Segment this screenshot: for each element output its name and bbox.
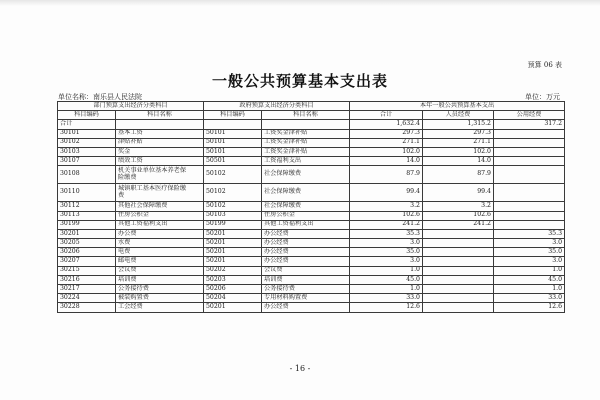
gov-code-cell: 50203 <box>204 275 262 284</box>
gov-name-cell: 会议费 <box>262 266 350 275</box>
gov-name-cell: 办公经费 <box>262 257 350 266</box>
gov-code-cell: 50101 <box>204 129 262 138</box>
public-cell: 12.6 <box>494 303 565 312</box>
table-row <box>58 294 565 303</box>
dept-name-line: 险缴费 <box>118 173 137 181</box>
budget-table-body <box>58 120 565 312</box>
dept-name-cell: 办公费 <box>116 229 204 238</box>
table-row <box>58 147 565 156</box>
table-row <box>58 275 565 284</box>
public-cell <box>494 129 565 138</box>
dept-name-cell: 其他社会保障缴费 <box>116 202 204 211</box>
table-row <box>58 303 565 312</box>
gov-code-cell: 50199 <box>204 220 262 229</box>
personnel-cell: 14.0 <box>423 157 494 166</box>
dept-name-cell: 被装购置费 <box>116 294 204 303</box>
empty-cell <box>116 120 204 129</box>
gov-name-cell: 工资奖金津补贴 <box>262 138 350 147</box>
public-cell: 1.0 <box>494 266 565 275</box>
public-cell <box>494 166 565 184</box>
personnel-cell <box>423 285 494 294</box>
gov-code-cell: 50103 <box>204 211 262 220</box>
gov-code-cell: 50201 <box>204 303 262 312</box>
total-row-label: 合计 <box>58 120 116 129</box>
total-cell: 241.2 <box>350 220 423 229</box>
total-row <box>58 120 565 129</box>
public-cell <box>494 147 565 156</box>
gov-name-cell: 社会保障缴费 <box>262 166 350 184</box>
total-cell: 33.0 <box>350 294 423 303</box>
table-row <box>58 157 565 166</box>
dept-name-line: 城镇职工基本医疗保险缴 <box>118 185 187 192</box>
dept-name-cell: 培训费 <box>116 275 204 284</box>
dept-name-cell: 绩效工资 <box>116 157 204 166</box>
current-group-header: 本年一般公共预算基本支出 <box>350 102 565 111</box>
personnel-cell: 297.3 <box>423 129 494 138</box>
dept-code-cell: 30108 <box>58 166 116 184</box>
personnel-cell <box>423 266 494 275</box>
dept-code-cell: 30207 <box>58 257 116 266</box>
dept-name-cell: 住房公积金 <box>116 211 204 220</box>
table-row <box>58 211 565 220</box>
gov-code-cell: 50101 <box>204 147 262 156</box>
dept-code-cell: 30199 <box>58 220 116 229</box>
gov-code-cell: 50204 <box>204 294 262 303</box>
group-header-row <box>58 102 565 111</box>
table-row <box>58 266 565 275</box>
public-header: 公用经费 <box>494 111 565 120</box>
gov-code-cell: 50201 <box>204 257 262 266</box>
public-cell <box>494 220 565 229</box>
gov-code-cell: 50101 <box>204 138 262 147</box>
dept-name-cell <box>116 166 204 184</box>
dept-name-cell: 邮电费 <box>116 257 204 266</box>
gov-group-header: 政府预算支出经济分类科目 <box>204 102 350 111</box>
public-cell <box>494 138 565 147</box>
total-cell: 3.0 <box>350 257 423 266</box>
dept-name-cell: 电费 <box>116 248 204 257</box>
personnel-cell <box>423 239 494 248</box>
gov-code-cell: 50102 <box>204 166 262 184</box>
dept-group-header: 部门预算支出经济分类科目 <box>58 102 204 111</box>
personnel-cell: 87.9 <box>423 166 494 184</box>
table-row <box>58 248 565 257</box>
empty-cell <box>262 120 350 129</box>
dept-code-cell: 30113 <box>58 211 116 220</box>
public-cell: 3.0 <box>494 257 565 266</box>
gov-name-header: 科目名称 <box>262 111 350 120</box>
dept-name-line: 机关事业单位基本养老保 <box>118 167 187 174</box>
gov-name-cell: 办公经费 <box>262 229 350 238</box>
total-cell: 45.0 <box>350 275 423 284</box>
gov-name-cell: 工资奖金津补贴 <box>262 129 350 138</box>
total-cell: 271.1 <box>350 138 423 147</box>
total-cell: 35.0 <box>350 248 423 257</box>
personnel-cell: 99.4 <box>423 184 494 202</box>
unit-name: 单位名称：南乐县人民法院 <box>58 93 142 101</box>
personnel-cell: 241.2 <box>423 220 494 229</box>
sub-header-row <box>58 111 565 120</box>
table-row <box>58 202 565 211</box>
dept-code-cell: 30103 <box>58 147 116 156</box>
dept-code-cell: 30224 <box>58 294 116 303</box>
table-row <box>58 220 565 229</box>
public-cell: 3.0 <box>494 239 565 248</box>
personnel-header: 人员经费 <box>423 111 494 120</box>
personnel-cell <box>423 294 494 303</box>
dept-name-cell: 会议费 <box>116 266 204 275</box>
dept-name-line: 费 <box>118 191 125 199</box>
personnel-cell <box>423 248 494 257</box>
personnel-cell <box>423 275 494 284</box>
dept-name-cell: 津贴补贴 <box>116 138 204 147</box>
dept-name-cell: 其他工资福利支出 <box>116 220 204 229</box>
dept-name-header: 科目名称 <box>116 111 204 120</box>
table-row <box>58 239 565 248</box>
total-cell: 1.0 <box>350 285 423 294</box>
personnel-cell <box>423 303 494 312</box>
personnel-cell <box>423 257 494 266</box>
public-cell <box>494 202 565 211</box>
gov-name-cell: 公务接待费 <box>262 285 350 294</box>
gov-code-cell: 50201 <box>204 248 262 257</box>
gov-code-cell: 50206 <box>204 285 262 294</box>
total-cell: 3.2 <box>350 202 423 211</box>
dept-code-cell: 30205 <box>58 239 116 248</box>
public-cell <box>494 157 565 166</box>
total-cell: 102.6 <box>350 211 423 220</box>
total-row-total: 1,632.4 <box>350 120 423 129</box>
table-row <box>58 285 565 294</box>
gov-name-cell: 住房公积金 <box>262 211 350 220</box>
document-title: 一般公共预算基本支出表 <box>211 72 388 90</box>
public-cell: 35.3 <box>494 229 565 238</box>
dept-code-cell: 30110 <box>58 184 116 202</box>
dept-name-cell <box>116 184 204 202</box>
gov-name-cell: 专用材料购置费 <box>262 294 350 303</box>
table-row <box>58 166 565 184</box>
dept-name-cell: 工会经费 <box>116 303 204 312</box>
dept-code-header: 科目编码 <box>58 111 116 120</box>
total-cell: 297.3 <box>350 129 423 138</box>
dept-code-cell: 30201 <box>58 229 116 238</box>
gov-name-cell: 其他工资福利支出 <box>262 220 350 229</box>
gov-name-cell: 社会保障缴费 <box>262 184 350 202</box>
table-row <box>58 129 565 138</box>
personnel-cell: 102.6 <box>423 211 494 220</box>
budget-table <box>57 101 565 313</box>
public-cell <box>494 211 565 220</box>
gov-name-cell: 办公经费 <box>262 248 350 257</box>
dept-name-cell: 公务接待费 <box>116 285 204 294</box>
empty-cell <box>204 120 262 129</box>
gov-name-cell: 办公经费 <box>262 239 350 248</box>
total-row-public: 317.2 <box>494 120 565 129</box>
personnel-cell: 3.2 <box>423 202 494 211</box>
gov-code-cell: 50201 <box>204 229 262 238</box>
total-cell: 1.0 <box>350 266 423 275</box>
total-row-personnel: 1,315.2 <box>423 120 494 129</box>
total-cell: 14.0 <box>350 157 423 166</box>
table-row <box>58 184 565 202</box>
gov-code-cell: 50501 <box>204 157 262 166</box>
table-row <box>58 229 565 238</box>
dept-code-cell: 30107 <box>58 157 116 166</box>
total-cell: 102.0 <box>350 147 423 156</box>
page-number: - 16 - <box>289 364 311 373</box>
dept-code-cell: 30206 <box>58 248 116 257</box>
gov-code-cell: 50102 <box>204 202 262 211</box>
gov-code-cell: 50202 <box>204 266 262 275</box>
gov-code-header: 科目编码 <box>204 111 262 120</box>
public-cell <box>494 184 565 202</box>
table-row <box>58 257 565 266</box>
table-row <box>58 138 565 147</box>
dept-name-cell: 水费 <box>116 239 204 248</box>
gov-code-cell: 50201 <box>204 239 262 248</box>
gov-code-cell: 50102 <box>204 184 262 202</box>
public-cell: 45.0 <box>494 275 565 284</box>
gov-name-cell: 工资奖金津补贴 <box>262 147 350 156</box>
unit-measure: 单位：万元 <box>525 93 560 101</box>
total-header: 合计 <box>350 111 423 120</box>
dept-name-cell: 基本工资 <box>116 129 204 138</box>
personnel-cell: 271.1 <box>423 138 494 147</box>
gov-name-cell: 社会保障缴费 <box>262 202 350 211</box>
public-cell: 1.0 <box>494 285 565 294</box>
dept-code-cell: 30102 <box>58 138 116 147</box>
dept-code-cell: 30216 <box>58 275 116 284</box>
scan-shadow <box>0 0 600 6</box>
gov-name-cell: 工资福利支出 <box>262 157 350 166</box>
public-cell: 33.0 <box>494 294 565 303</box>
total-cell: 3.0 <box>350 239 423 248</box>
total-cell: 35.3 <box>350 229 423 238</box>
personnel-cell <box>423 229 494 238</box>
personnel-cell: 102.0 <box>423 147 494 156</box>
dept-code-cell: 30215 <box>58 266 116 275</box>
public-cell: 35.0 <box>494 248 565 257</box>
gov-name-cell: 办公经费 <box>262 303 350 312</box>
dept-code-cell: 30228 <box>58 303 116 312</box>
dept-code-cell: 30217 <box>58 285 116 294</box>
total-cell: 99.4 <box>350 184 423 202</box>
dept-code-cell: 30101 <box>58 129 116 138</box>
table-number: 预算 06 表 <box>527 61 562 69</box>
gov-name-cell: 培训费 <box>262 275 350 284</box>
dept-code-cell: 30112 <box>58 202 116 211</box>
total-cell: 12.6 <box>350 303 423 312</box>
dept-name-cell: 奖金 <box>116 147 204 156</box>
total-cell: 87.9 <box>350 166 423 184</box>
